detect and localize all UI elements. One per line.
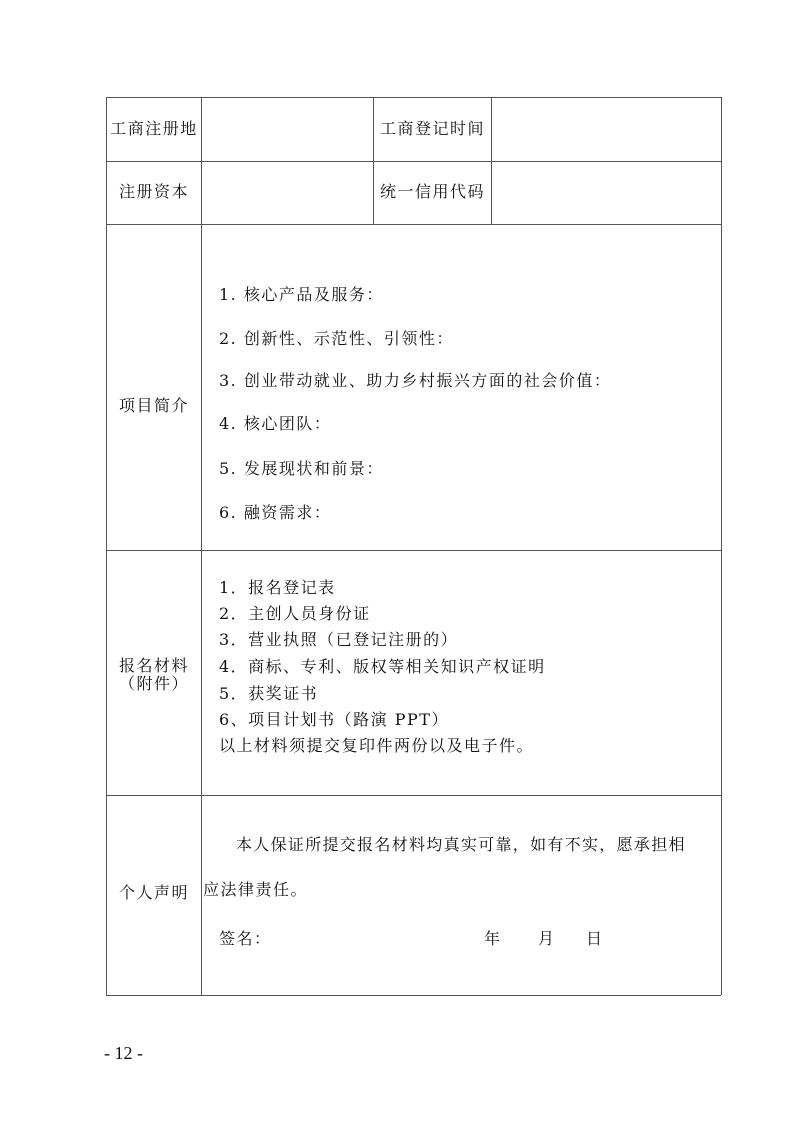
credit-code-value[interactable] <box>492 162 720 223</box>
materials-item: 6、项目计划书（路演 PPT） <box>219 710 449 729</box>
registration-time-label: 工商登记时间 <box>379 119 485 138</box>
materials-label: 报名材料 <box>118 656 189 675</box>
middle-column-divider <box>373 97 374 224</box>
label-column-divider <box>201 97 202 995</box>
page-number: - 12 - <box>104 1043 143 1063</box>
intro-item: 1. 核心产品及服务： <box>219 285 384 304</box>
registered-capital-value[interactable] <box>202 162 372 223</box>
materials-item: 3．营业执照（已登记注册的） <box>219 630 459 649</box>
materials-item: 5．获奖证书 <box>219 684 319 703</box>
row-divider <box>106 224 721 225</box>
intro-item: 2. 创新性、示范性、引领性： <box>219 329 454 348</box>
project-intro-label: 项目简介 <box>118 396 189 415</box>
materials-item: 1．报名登记表 <box>219 578 336 597</box>
date-year-label: 年 <box>484 929 502 948</box>
registration-time-value[interactable] <box>492 98 720 160</box>
intro-item: 3. 创业带动就业、助力乡村振兴方面的社会价值： <box>219 371 612 390</box>
declaration-text-line2: 应法律责任。 <box>203 880 309 899</box>
registration-place-label: 工商注册地 <box>110 119 198 138</box>
credit-code-label: 统一信用代码 <box>379 182 485 201</box>
date-day-label: 日 <box>586 929 604 948</box>
row-divider <box>106 550 721 551</box>
declaration-text-line1: 本人保证所提交报名材料均真实可靠，如有不实，愿承担相 <box>236 835 686 854</box>
date-month-label: 月 <box>538 929 556 948</box>
signature-label: 签名： <box>219 929 272 948</box>
intro-item: 6. 融资需求： <box>219 503 332 522</box>
intro-item: 5. 发展现状和前景： <box>219 459 384 478</box>
table-border-bottom <box>106 995 721 996</box>
declaration-label: 个人声明 <box>118 883 189 902</box>
registered-capital-label: 注册资本 <box>118 182 189 201</box>
intro-item: 4. 核心团队： <box>219 414 332 433</box>
materials-label-attachment: （附件） <box>118 674 189 693</box>
materials-note: 以上材料须提交复印件两份以及电子件。 <box>219 736 535 755</box>
signature-field[interactable] <box>270 925 470 951</box>
registration-place-value[interactable] <box>202 98 372 160</box>
row-divider <box>106 795 721 796</box>
table-border-right <box>721 97 722 995</box>
materials-item: 4．商标、专利、版权等相关知识产权证明 <box>219 657 546 676</box>
materials-item: 2．主创人员身份证 <box>219 604 371 623</box>
table-border-left <box>106 97 107 995</box>
